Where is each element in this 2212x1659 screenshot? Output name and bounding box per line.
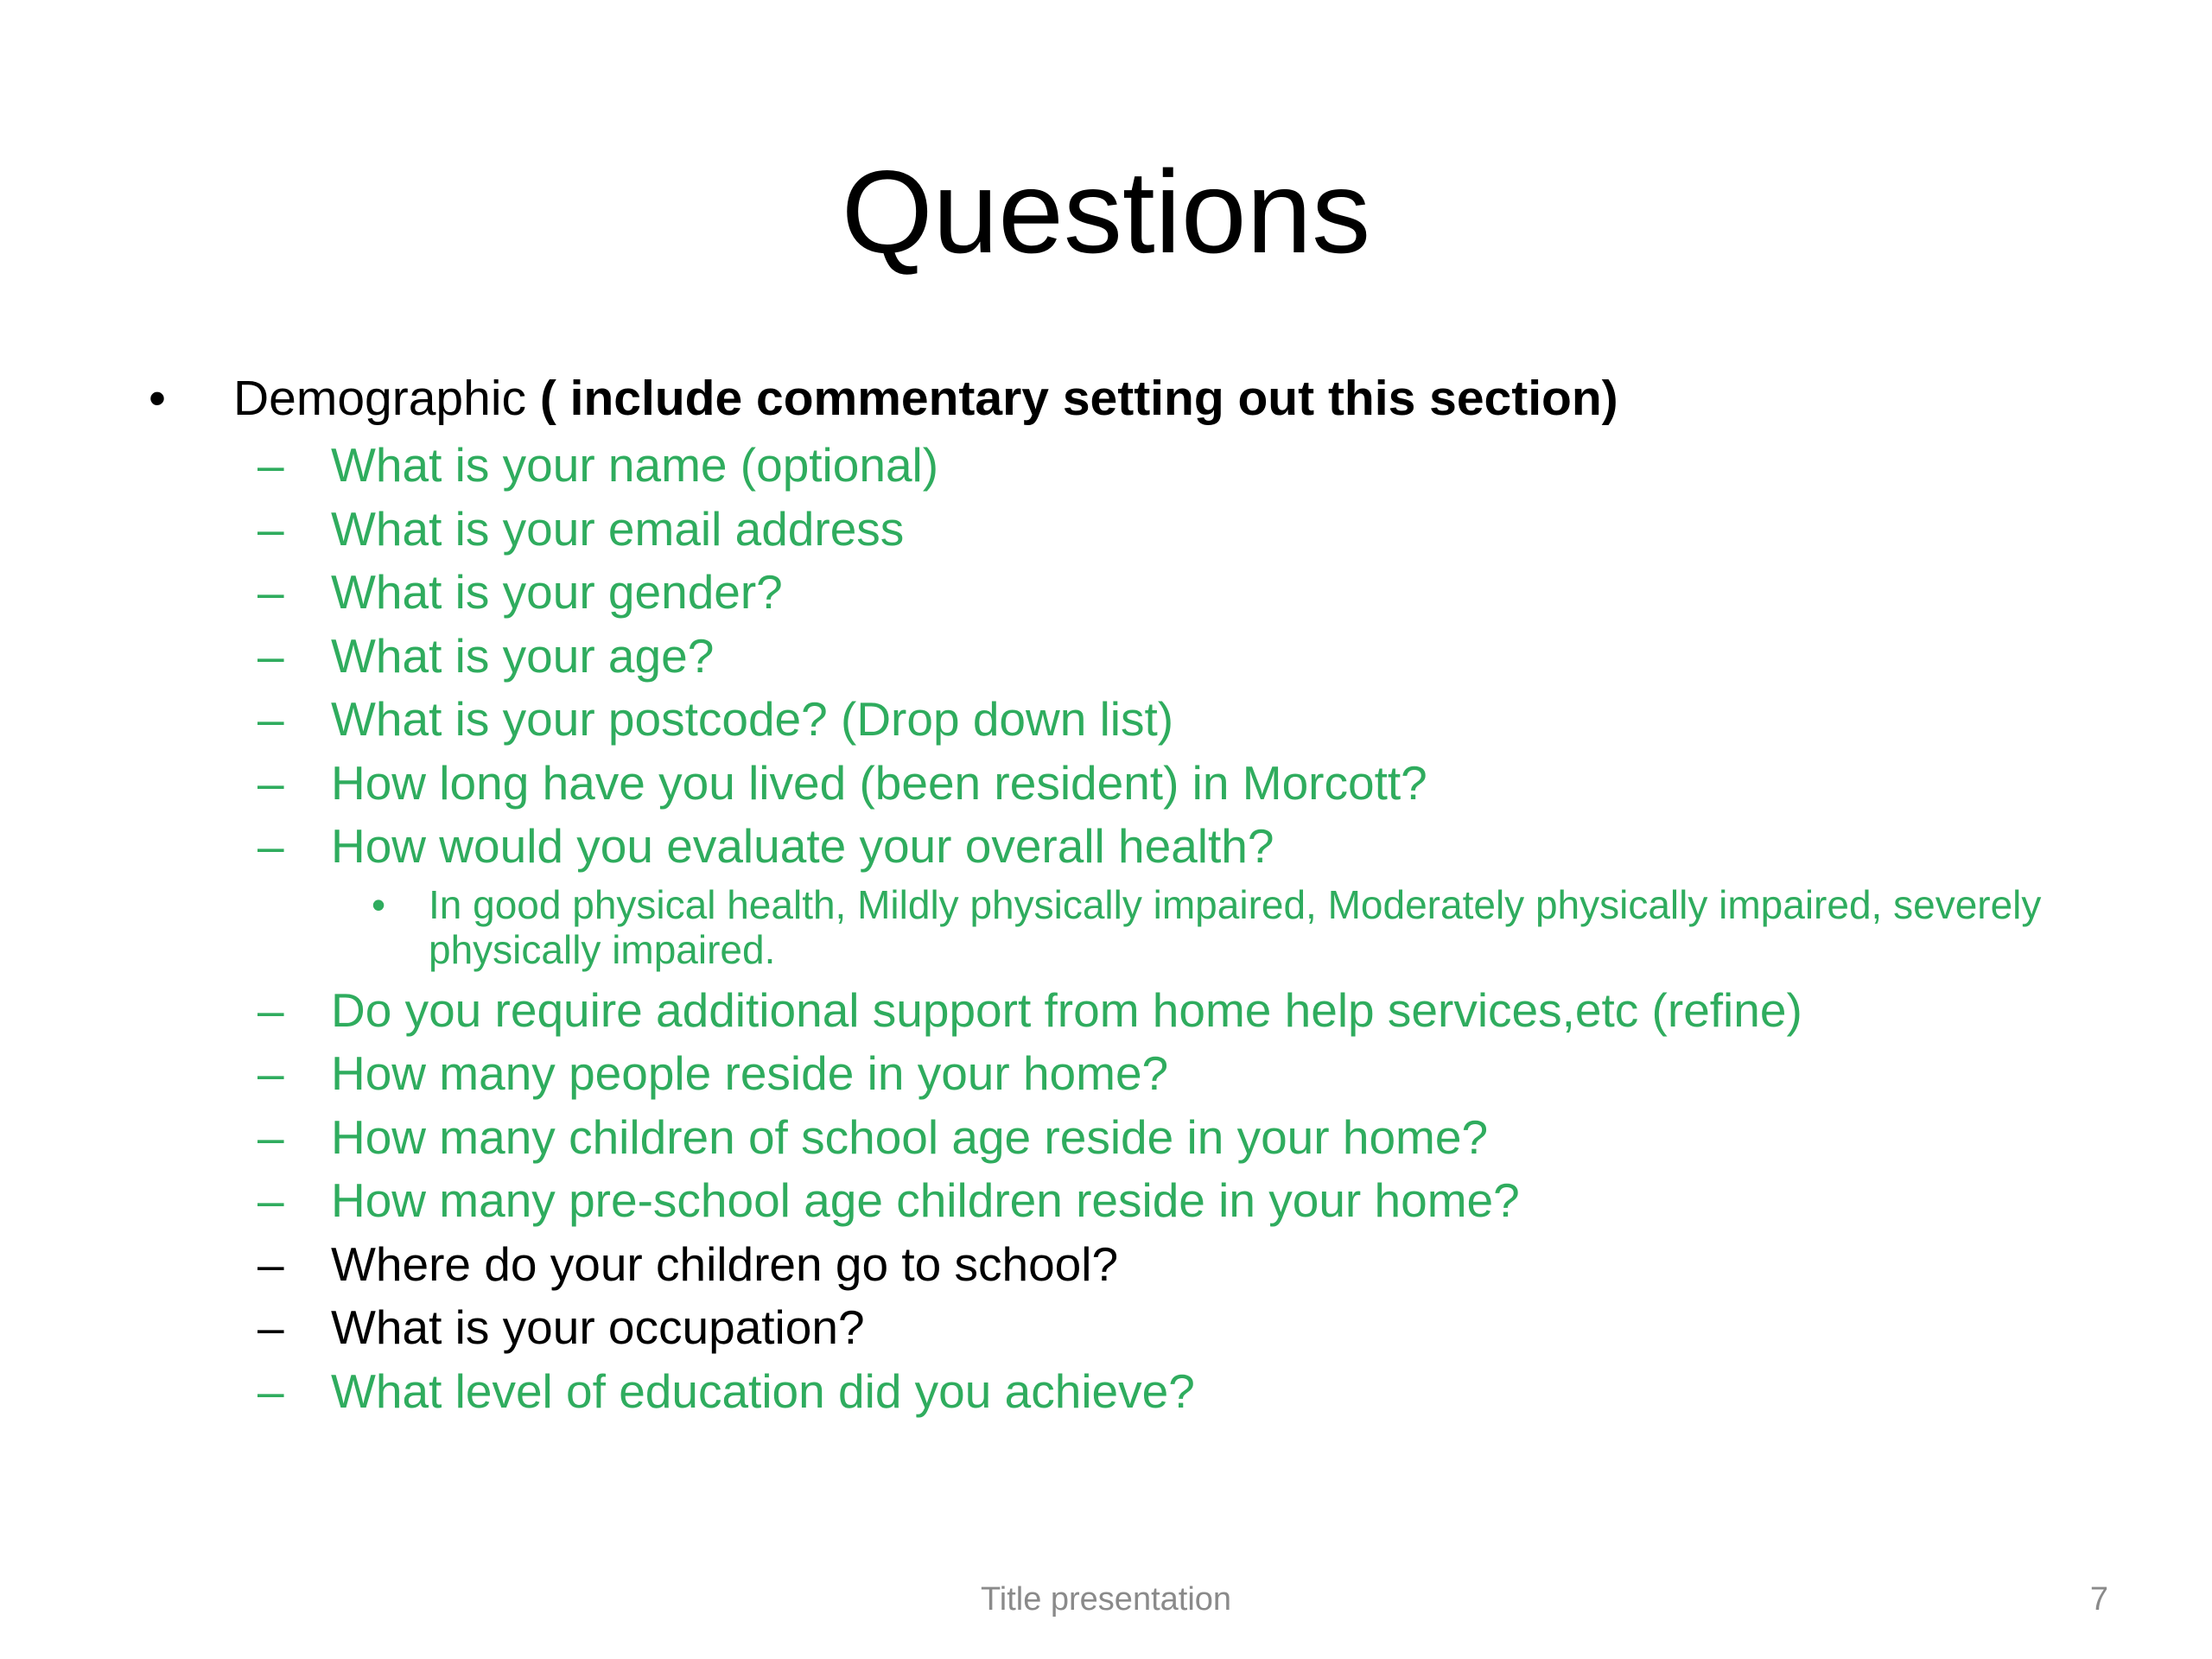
- list-item: [0, 1360, 2212, 1424]
- sub-list-item-text: In good physical health, Mildly physically impaired, Moderately physically impaired, severely physically impaired.: [429, 881, 2042, 972]
- slide-content: [0, 363, 2212, 1423]
- dash-icon: –: [257, 628, 284, 683]
- list-item: [0, 1169, 2212, 1233]
- dash-icon: –: [257, 438, 284, 492]
- dash-icon: –: [257, 1046, 284, 1100]
- section-label: Demographic: [233, 371, 526, 426]
- bullet-icon: •: [149, 371, 166, 426]
- footer-title: Title presentation: [980, 1581, 1232, 1618]
- list-item: [0, 1296, 2212, 1360]
- list-item-text: What is your name (optional): [331, 438, 939, 492]
- dash-icon: –: [257, 501, 284, 556]
- list-item-text: What is your gender?: [331, 565, 783, 619]
- dash-icon: –: [257, 1363, 284, 1418]
- dash-icon: –: [257, 692, 284, 746]
- list-item-text: How long have you lived (been resident) in Morcott?: [331, 755, 1427, 810]
- list-item-text: What is your email address: [331, 501, 905, 556]
- list-item-text: What is your occupation?: [331, 1300, 865, 1354]
- list-item-text: Where do your children go to school?: [331, 1236, 1119, 1291]
- list-item-text: What is your postcode? (Drop down list): [331, 692, 1174, 746]
- list-item: [0, 625, 2212, 689]
- list-item-text: How many children of school age reside in your home?: [331, 1109, 1489, 1164]
- list-item: [0, 752, 2212, 816]
- list-item: [0, 434, 2212, 498]
- dash-icon: –: [257, 1300, 284, 1354]
- slide-title: Questions: [841, 146, 1371, 277]
- list-item: [0, 1233, 2212, 1297]
- sub-list-item: [0, 879, 2212, 979]
- section-commentary: ( include commentary setting out this section): [526, 371, 1618, 426]
- list-item-text: How would you evaluate your overall health?: [331, 819, 1274, 873]
- list-item: [0, 1042, 2212, 1106]
- section-heading: [0, 363, 2212, 434]
- list-item-text: How many pre-school age children reside in your home?: [331, 1173, 1520, 1227]
- dash-icon: –: [257, 819, 284, 873]
- dash-icon: –: [257, 982, 284, 1037]
- list-item-text: Do you require additional support from home help services,etc (refine): [331, 982, 1802, 1037]
- dash-icon: –: [257, 1173, 284, 1227]
- list-item-text: What level of education did you achieve?: [331, 1363, 1195, 1418]
- list-item-text: What is your age?: [331, 628, 715, 683]
- list-item: [0, 815, 2212, 879]
- list-item: [0, 1106, 2212, 1170]
- list-item: [0, 498, 2212, 562]
- dash-icon: –: [257, 565, 284, 619]
- dash-icon: –: [257, 1109, 284, 1164]
- list-item: [0, 561, 2212, 625]
- list-item: [0, 979, 2212, 1043]
- page-number: 7: [2089, 1581, 2108, 1618]
- list-item-text: How many people reside in your home?: [331, 1046, 1169, 1100]
- dash-icon: –: [257, 1236, 284, 1291]
- list-item: [0, 688, 2212, 752]
- dash-icon: –: [257, 755, 284, 810]
- sub-bullet-icon: •: [372, 881, 386, 927]
